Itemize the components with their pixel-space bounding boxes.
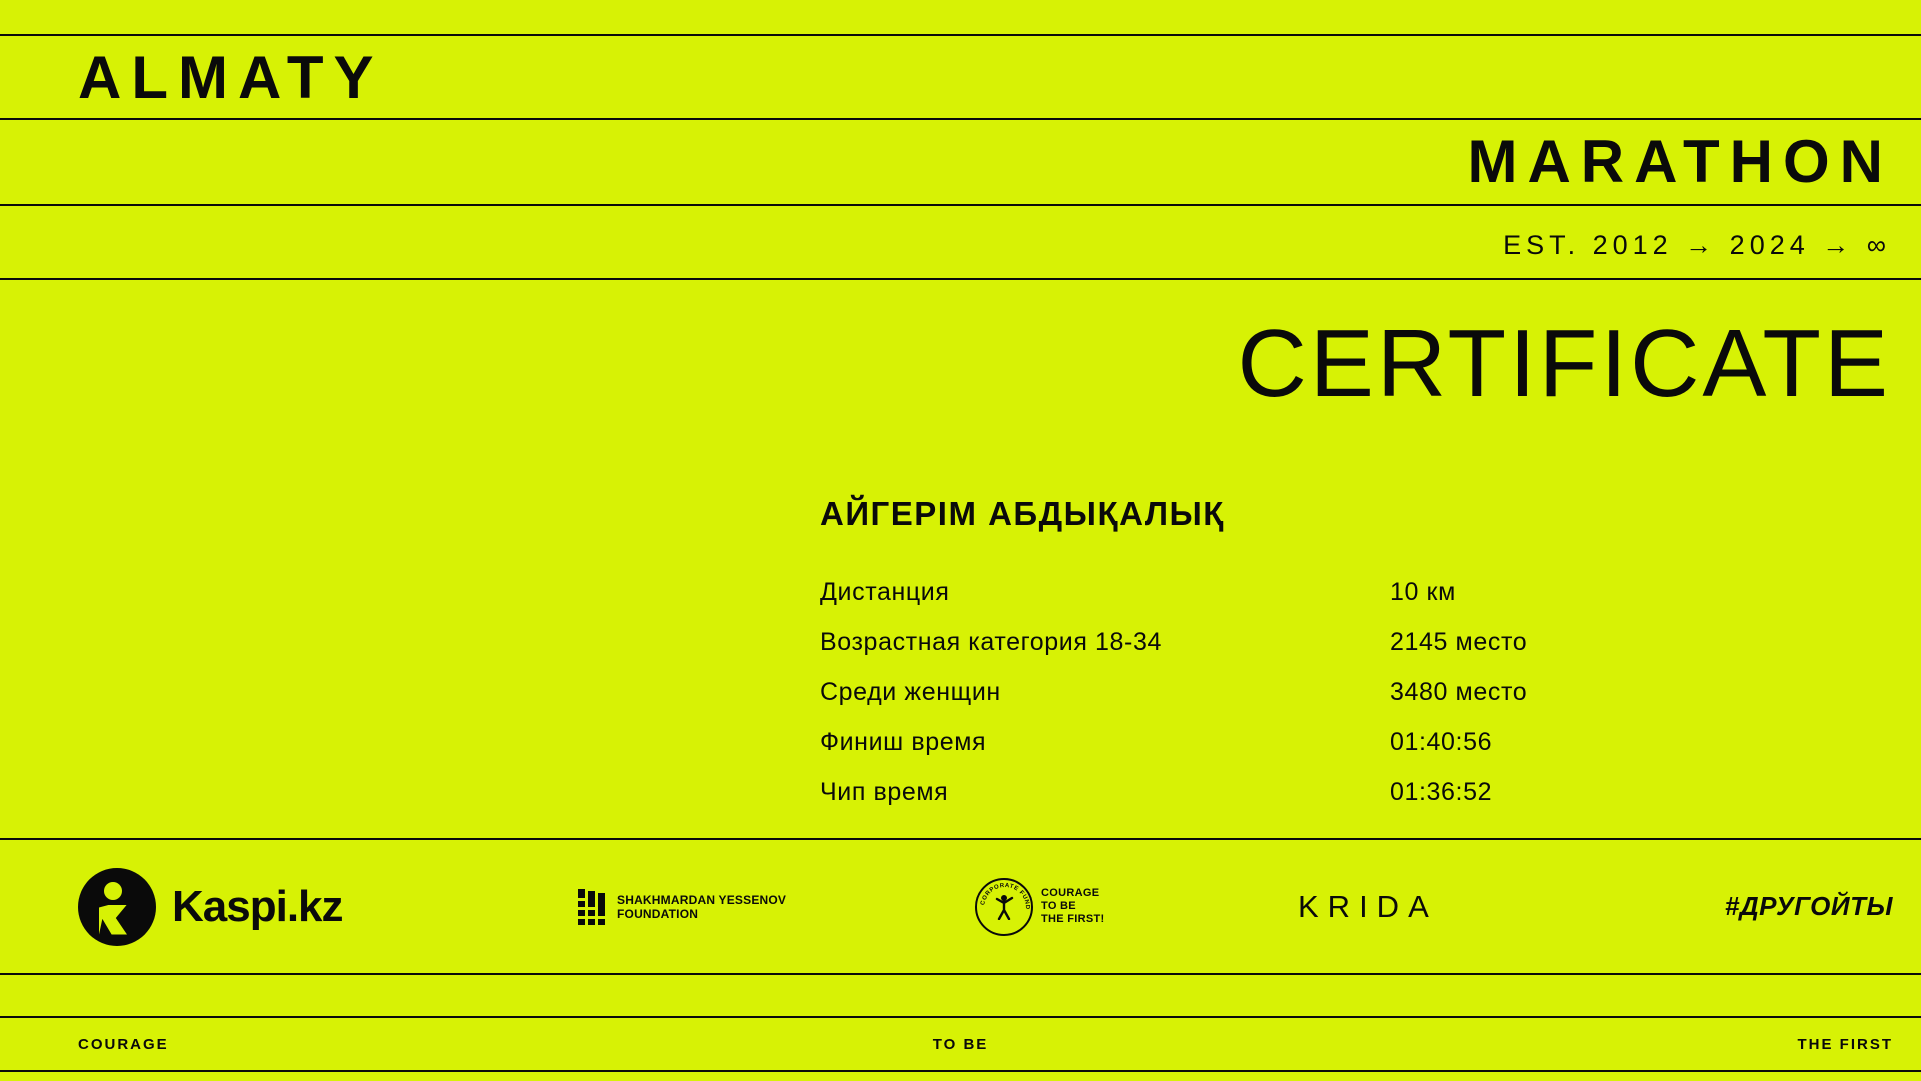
- participant-name: АЙГЕРІМ АБДЫҚАЛЫҚ: [820, 495, 1225, 532]
- footer-slogan: [0, 1018, 1921, 1070]
- courage-fund-figure-icon: [994, 894, 1014, 920]
- courage-fund-badge-icon: [975, 878, 1033, 936]
- divider-line: [0, 204, 1921, 206]
- result-label: Возрастная категория 18-34: [820, 628, 1162, 656]
- result-label: Среди женщин: [820, 678, 1001, 706]
- result-label: Дистанция: [820, 578, 950, 606]
- table-row: [820, 578, 1620, 628]
- sponsor-drugoyty: #ДРУГОЙТЫ: [1724, 891, 1893, 921]
- yessenov-logo-icon: [578, 889, 605, 925]
- results-table: [820, 578, 1620, 828]
- sponsor-yessenov-foundation: [578, 889, 786, 925]
- footer-slogan-right: THE FIRST: [1797, 1035, 1893, 1053]
- established-line: EST. 2012 → 2024 → ∞: [1503, 230, 1891, 260]
- divider-line: [0, 118, 1921, 120]
- kaspi-logo-icon: [78, 868, 156, 946]
- sponsor-courage-fund: [975, 878, 1105, 936]
- result-value: 10 км: [1390, 578, 1456, 606]
- table-row: [820, 678, 1620, 728]
- divider-line: [0, 973, 1921, 975]
- result-value: 3480 место: [1390, 678, 1528, 706]
- courage-fund-line-1: COURAGE: [1041, 887, 1100, 899]
- result-label: Финиш время: [820, 728, 987, 756]
- yessenov-line-2: FOUNDATION: [617, 906, 699, 921]
- table-row: [820, 728, 1620, 778]
- sponsor-strip: [0, 840, 1921, 973]
- divider-line: [0, 34, 1921, 36]
- page-title: CERTIFICATE: [1237, 310, 1891, 417]
- kaspi-wordmark: Kaspi.kz: [172, 881, 343, 931]
- ring-label: CORPORATE FUND: [980, 882, 1031, 910]
- table-row: [820, 778, 1620, 828]
- divider-line: [0, 1070, 1921, 1072]
- brand-wordmark-almaty: ALMATY: [78, 44, 384, 111]
- footer-slogan-center: TO BE: [932, 1035, 989, 1053]
- yessenov-line-1: SHAKHMARDAN YESSENOV: [617, 892, 787, 907]
- result-value: 2145 место: [1390, 628, 1528, 656]
- result-label: Чип время: [820, 778, 949, 806]
- courage-fund-wordmark: [1041, 887, 1105, 926]
- result-value: 01:36:52: [1390, 778, 1493, 806]
- sponsor-kaspi: [78, 868, 343, 946]
- table-row: [820, 628, 1620, 678]
- result-value: 01:40:56: [1390, 728, 1493, 756]
- sponsor-krida: KRIDA: [1298, 888, 1438, 924]
- brand-wordmark-marathon: MARATHON: [1467, 128, 1893, 195]
- yessenov-wordmark: [617, 893, 786, 921]
- courage-fund-line-2: TO BE: [1041, 900, 1076, 912]
- footer-slogan-left: COURAGE: [78, 1035, 169, 1053]
- divider-line: [0, 278, 1921, 280]
- courage-fund-line-3: THE FIRST!: [1041, 913, 1105, 925]
